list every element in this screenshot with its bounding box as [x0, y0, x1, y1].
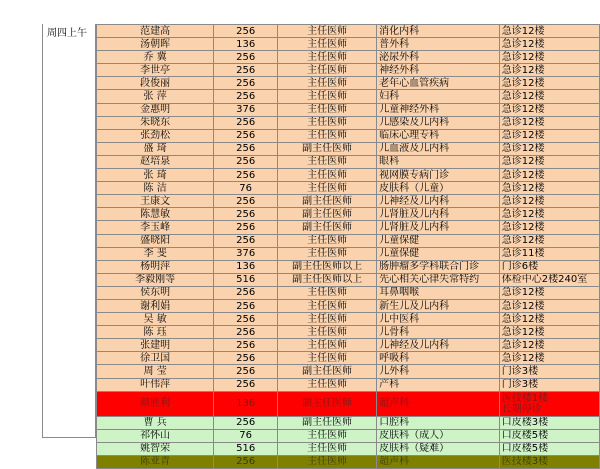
- department-cell: 视网膜专病门诊: [377, 169, 500, 182]
- doctor-name: 汤朝晖: [97, 38, 214, 51]
- location-cell: 急诊12楼: [499, 182, 599, 195]
- department-cell: 泌尿外科: [377, 51, 500, 64]
- location-cell: 急诊12楼: [499, 155, 599, 168]
- doctor-name: 张 萍: [97, 90, 214, 103]
- title-cell: 主任医师: [278, 299, 377, 312]
- title-cell: 副主任医师: [278, 221, 377, 234]
- title-cell: 主任医师: [278, 182, 377, 195]
- location-cell: 门诊6楼: [499, 260, 599, 273]
- location-cell: 急诊11楼: [499, 247, 599, 260]
- title-cell: 主任医师: [278, 77, 377, 90]
- department-cell: 普外科: [377, 38, 500, 51]
- table-row: [97, 103, 600, 116]
- title-cell: 副主任医师: [278, 142, 377, 155]
- location-cell: 急诊12楼: [499, 25, 599, 38]
- doctor-name: 盛 琦: [97, 142, 214, 155]
- department-cell: 儿外科: [377, 365, 500, 378]
- fee-cell: 256: [214, 221, 278, 234]
- doctor-name: 徐卫国: [97, 352, 214, 365]
- doctor-name: 陈亚青: [97, 455, 214, 468]
- title-cell: 主任医师: [278, 234, 377, 247]
- location-cell: 急诊12楼: [499, 234, 599, 247]
- title-cell: 主任医师: [278, 429, 377, 442]
- fee-cell: 256: [214, 326, 278, 339]
- fee-cell: 136: [214, 260, 278, 273]
- table-row: [97, 221, 600, 234]
- table-row: [97, 247, 600, 260]
- title-cell: 副主任医师: [278, 416, 377, 429]
- doctor-name: 叶伟萍: [97, 378, 214, 391]
- location-cell: 急诊12楼: [499, 51, 599, 64]
- department-cell: 皮肤科（疑难）: [377, 442, 500, 455]
- table-row: [97, 378, 600, 391]
- location-cell: 门诊3楼: [499, 378, 599, 391]
- doctor-name: 金惠明: [97, 103, 214, 116]
- doctor-name: 陈 洁: [97, 182, 214, 195]
- table-row: [97, 155, 600, 168]
- department-cell: 超声科: [377, 455, 500, 468]
- department-cell: 儿肾脏及儿内科: [377, 208, 500, 221]
- title-cell: 副主任医师: [278, 195, 377, 208]
- fee-cell: 516: [214, 442, 278, 455]
- department-cell: 临床心理专科: [377, 129, 500, 142]
- location-cell: 急诊12楼: [499, 208, 599, 221]
- table-row: [97, 391, 600, 416]
- department-cell: 肠肿瘤多学科联合门诊: [377, 260, 500, 273]
- location-cell: 急诊12楼: [499, 64, 599, 77]
- department-cell: 消化内科: [377, 25, 500, 38]
- department-cell: 皮肤科（儿童）: [377, 182, 500, 195]
- department-cell: 神经外科: [377, 64, 500, 77]
- title-cell: 主任医师: [278, 352, 377, 365]
- location-cell: [499, 391, 599, 416]
- table-row: [97, 442, 600, 455]
- table-row: [97, 234, 600, 247]
- location-cell: 急诊12楼: [499, 77, 599, 90]
- table-row: [97, 51, 600, 64]
- fee-cell: 256: [214, 195, 278, 208]
- fee-cell: 256: [214, 455, 278, 468]
- department-cell: 儿骨科: [377, 326, 500, 339]
- location-cell: 急诊12楼: [499, 38, 599, 51]
- doctor-name: 祁怀山: [97, 429, 214, 442]
- fee-cell: 256: [214, 339, 278, 352]
- table-row: [97, 326, 600, 339]
- title-cell: 主任医师: [278, 378, 377, 391]
- location-cell: 体检中心2楼240室: [499, 273, 599, 286]
- department-cell: 儿童神经外科: [377, 103, 500, 116]
- location-cell: 急诊12楼: [499, 326, 599, 339]
- doctor-name: 李世亭: [97, 64, 214, 77]
- table-row: [97, 116, 600, 129]
- department-cell: 口腔科: [377, 416, 500, 429]
- table-row: [97, 169, 600, 182]
- location-cell: 急诊12楼: [499, 129, 599, 142]
- doctor-name: 赵培泉: [97, 155, 214, 168]
- fee-cell: 256: [214, 169, 278, 182]
- fee-cell: 256: [214, 155, 278, 168]
- doctor-name: 曹 兵: [97, 416, 214, 429]
- location-cell: 口皮楼5楼: [499, 442, 599, 455]
- title-cell: 主任医师: [278, 326, 377, 339]
- day-label: 周四上午: [47, 28, 87, 39]
- location-cell: 急诊12楼: [499, 221, 599, 234]
- table-row: [97, 90, 600, 103]
- table-row: [97, 77, 600, 90]
- title-cell: 主任医师: [278, 169, 377, 182]
- location-cell: 急诊12楼: [499, 313, 599, 326]
- location-cell: 急诊12楼: [499, 299, 599, 312]
- doctor-name: 王康文: [97, 195, 214, 208]
- doctor-name: 乔 冀: [97, 51, 214, 64]
- department-cell: 耳鼻咽喉: [377, 286, 500, 299]
- location-cell: 急诊12楼: [499, 90, 599, 103]
- department-cell: 先心相关心律失常特约: [377, 273, 500, 286]
- fee-cell: 516: [214, 273, 278, 286]
- department-cell: 儿神经及儿内科: [377, 339, 500, 352]
- table-row: [97, 273, 600, 286]
- fee-cell: 76: [214, 429, 278, 442]
- doctor-name: 杨明萍: [97, 260, 214, 273]
- table-row: [97, 429, 600, 442]
- department-cell: 新生儿及儿内科: [377, 299, 500, 312]
- department-cell: 妇科: [377, 90, 500, 103]
- fee-cell: 256: [214, 378, 278, 391]
- department-cell: 儿神经及儿内科: [377, 195, 500, 208]
- department-cell: 产科: [377, 378, 500, 391]
- doctor-name: 段俊丽: [97, 77, 214, 90]
- fee-cell: 256: [214, 77, 278, 90]
- fee-cell: 256: [214, 416, 278, 429]
- department-cell: 儿童保健: [377, 234, 500, 247]
- doctor-name: 姚智荣: [97, 442, 214, 455]
- doctor-name: 谢利娟: [97, 299, 214, 312]
- table-row: [97, 208, 600, 221]
- title-cell: 副主任医师: [278, 365, 377, 378]
- title-cell: 主任医师: [278, 25, 377, 38]
- fee-cell: 76: [214, 182, 278, 195]
- title-cell: 副主任医师: [278, 208, 377, 221]
- location-cell: 急诊12楼: [499, 286, 599, 299]
- fee-cell: 256: [214, 90, 278, 103]
- title-cell: 副主任医师: [278, 391, 377, 416]
- table-row: [97, 182, 600, 195]
- location-cell: 急诊12楼: [499, 169, 599, 182]
- department-cell: 眼科: [377, 155, 500, 168]
- fee-cell: 376: [214, 103, 278, 116]
- department-cell: 儿感染及儿内科: [377, 116, 500, 129]
- fee-cell: 256: [214, 64, 278, 77]
- location-cell: 口皮楼5楼: [499, 429, 599, 442]
- doctor-name: 范建高: [97, 25, 214, 38]
- table-row: [97, 64, 600, 77]
- location-cell: 急诊12楼: [499, 339, 599, 352]
- doctor-name: 张建明: [97, 339, 214, 352]
- fee-cell: 256: [214, 286, 278, 299]
- fee-cell: 256: [214, 234, 278, 247]
- department-cell: 呼吸科: [377, 352, 500, 365]
- location-cell: 医技楼3楼: [499, 455, 599, 468]
- schedule-table: [96, 24, 600, 469]
- department-cell: 皮肤科（成人）: [377, 429, 500, 442]
- table-row: [97, 129, 600, 142]
- table-row: [97, 299, 600, 312]
- doctor-name: 盛晓阳: [97, 234, 214, 247]
- title-cell: 主任医师: [278, 64, 377, 77]
- doctor-name: 李 斐: [97, 247, 214, 260]
- fee-cell: 256: [214, 142, 278, 155]
- title-cell: 主任医师: [278, 103, 377, 116]
- location-cell: 急诊12楼: [499, 352, 599, 365]
- doctor-name: 侯东明: [97, 286, 214, 299]
- department-cell: 老年心血管疾病: [377, 77, 500, 90]
- table-row: [97, 142, 600, 155]
- title-cell: 主任医师: [278, 247, 377, 260]
- title-cell: 副主任医师以上: [278, 273, 377, 286]
- fee-cell: 256: [214, 352, 278, 365]
- fee-cell: 256: [214, 365, 278, 378]
- table-row: [97, 339, 600, 352]
- location-cell: 急诊12楼: [499, 116, 599, 129]
- doctor-name: 颜胜利: [97, 391, 214, 416]
- doctor-name: 吴 敏: [97, 313, 214, 326]
- location-cell: 口皮楼3楼: [499, 416, 599, 429]
- doctor-name: 陈 珏: [97, 326, 214, 339]
- fee-cell: 376: [214, 247, 278, 260]
- fee-cell: 256: [214, 116, 278, 129]
- fee-cell: 256: [214, 25, 278, 38]
- department-cell: 儿中医科: [377, 313, 500, 326]
- title-cell: 主任医师: [278, 339, 377, 352]
- table-row: [97, 365, 600, 378]
- doctor-name: 张 琦: [97, 169, 214, 182]
- table-row: [97, 416, 600, 429]
- department-cell: 儿血液及儿内科: [377, 142, 500, 155]
- table-row: [97, 25, 600, 38]
- title-cell: 主任医师: [278, 129, 377, 142]
- table-row: [97, 260, 600, 273]
- table-row: [97, 313, 600, 326]
- doctor-name: 陈慧敏: [97, 208, 214, 221]
- table-row: [97, 195, 600, 208]
- title-cell: 主任医师: [278, 51, 377, 64]
- department-cell: 超声科: [377, 391, 500, 416]
- fee-cell: 256: [214, 51, 278, 64]
- fee-cell: 136: [214, 38, 278, 51]
- doctor-name: 朱晓东: [97, 116, 214, 129]
- title-cell: 主任医师: [278, 116, 377, 129]
- title-cell: 主任医师: [278, 38, 377, 51]
- table-row: [97, 286, 600, 299]
- title-cell: 主任医师: [278, 286, 377, 299]
- fee-cell: 256: [214, 129, 278, 142]
- location-cell: 门诊3楼: [499, 365, 599, 378]
- doctor-name: 周 莹: [97, 365, 214, 378]
- title-cell: 主任医师: [278, 442, 377, 455]
- location-cell: 急诊12楼: [499, 195, 599, 208]
- day-cell: [42, 24, 96, 438]
- location-line: 医技楼1楼: [501, 392, 549, 404]
- table-row: [97, 38, 600, 51]
- location-cell: 急诊12楼: [499, 103, 599, 116]
- title-cell: 主任医师: [278, 455, 377, 468]
- fee-cell: 256: [214, 208, 278, 221]
- fee-cell: 256: [214, 299, 278, 312]
- title-cell: 主任医师: [278, 90, 377, 103]
- location-note: 长期停诊: [501, 403, 542, 415]
- title-cell: 副主任医师以上: [278, 260, 377, 273]
- doctor-name: 李毅刚等: [97, 273, 214, 286]
- department-cell: 儿童保健: [377, 247, 500, 260]
- department-cell: 儿肾脏及儿内科: [377, 221, 500, 234]
- fee-cell: 136: [214, 391, 278, 416]
- doctor-name: 张劲松: [97, 129, 214, 142]
- title-cell: 主任医师: [278, 155, 377, 168]
- location-cell: 急诊12楼: [499, 142, 599, 155]
- title-cell: 主任医师: [278, 313, 377, 326]
- fee-cell: 256: [214, 313, 278, 326]
- doctor-name: 李玉峰: [97, 221, 214, 234]
- table-row: [97, 352, 600, 365]
